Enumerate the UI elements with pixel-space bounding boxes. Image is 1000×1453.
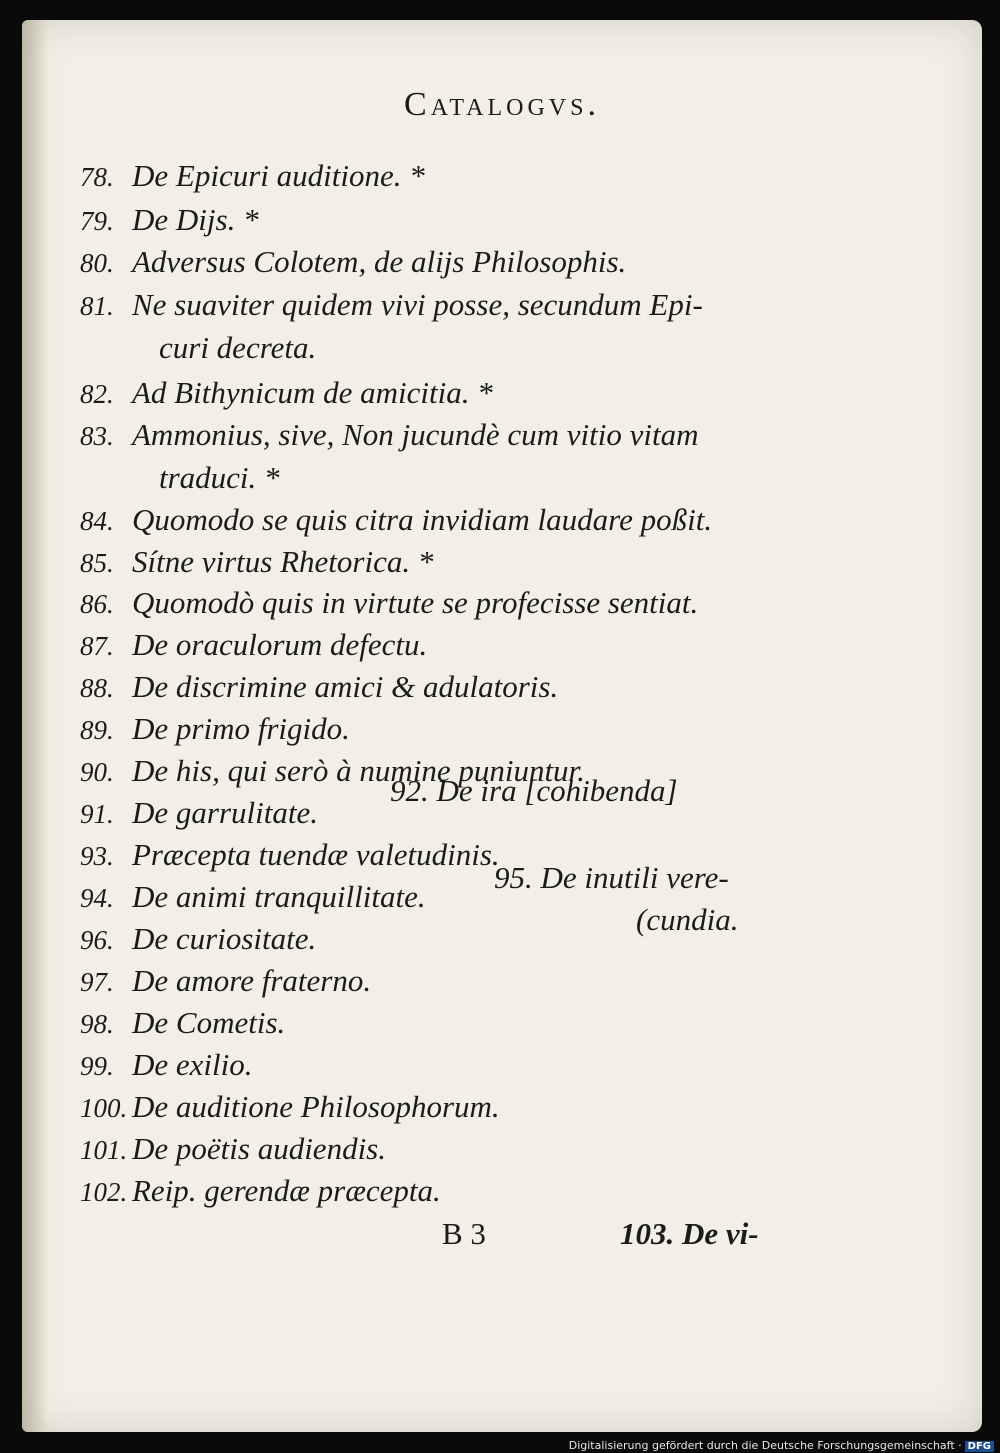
entry-title: Quomodò quis in virtute se profecisse sentiat. (132, 585, 699, 620)
entry-number: 84. (80, 506, 114, 536)
entry-number: 96. (80, 925, 114, 955)
catalog-entry (80, 709, 350, 750)
entry-number: 88. (80, 673, 114, 703)
catalog-entry (80, 1087, 500, 1128)
entry-number: 87. (80, 631, 114, 661)
entry-title: De poëtis audiendis. (132, 1131, 386, 1166)
entry-number: 99. (80, 1051, 114, 1081)
entry-number: 97. (80, 967, 114, 997)
entry-number: 91. (80, 799, 114, 829)
catalog-entry (80, 415, 699, 456)
catalog-entry (80, 877, 426, 918)
entry-number: 79. (80, 206, 114, 236)
catalog-entry (80, 200, 259, 241)
entry-title: Adversus Colotem, de alijs Philosophis. (132, 244, 627, 279)
entry-number: 82. (80, 379, 114, 409)
entry-title: Ad Bithynicum de amicitia. * (132, 375, 493, 410)
catalog-entry (80, 500, 712, 541)
entry-95: 95. De inutili vere- (494, 860, 729, 895)
entry-title: De discrimine amici & adulatoris. (132, 669, 559, 704)
catalog-entry (80, 583, 698, 624)
entry-title: Ne suaviter quidem vivi posse, secundum Epi- (132, 287, 703, 322)
catalog-entry (80, 1003, 285, 1044)
entry-title: De Cometis. (132, 1005, 286, 1040)
entry-number: 94. (80, 883, 114, 913)
entry-95-continuation: (cundia. (636, 902, 739, 937)
catalog-entry (80, 373, 493, 414)
catalog-entry (80, 156, 425, 197)
digitization-credit (569, 1439, 994, 1452)
entry-number: 100. (80, 1093, 128, 1123)
entry-number: 102. (80, 1177, 128, 1207)
catalog-entry (80, 919, 316, 960)
catalog-entry (80, 1129, 386, 1170)
entry-title: Quomodo se quis citra invidiam laudare poßit. (132, 502, 713, 537)
catalog-entry (80, 1171, 441, 1212)
entry-continuation: curi decreta. (159, 330, 317, 365)
page-gutter-shadow (22, 20, 48, 1432)
catalog-entry (80, 667, 558, 708)
dfg-logo: DFG (965, 1441, 994, 1452)
entry-92: 92. De ira [cohibenda] (390, 773, 678, 808)
entry-continuation: traduci. * (159, 460, 280, 495)
page-header: Catalogvs. (404, 86, 600, 123)
entry-number: 93. (80, 841, 114, 871)
entry-title: De his, qui serò à numine puniuntur. (132, 753, 585, 788)
entry-title: Sítne virtus Rhetorica. * (132, 544, 434, 579)
entry-title: De auditione Philosophorum. (132, 1089, 500, 1124)
credit-text: Digitalisierung gefördert durch die Deutsche Forschungsgemeinschaft · (568, 1439, 962, 1452)
entry-title: De curiositate. (132, 921, 317, 956)
catalog-entry (80, 793, 318, 834)
entry-title: De Dijs. * (132, 202, 259, 237)
entry-title: De animi tranquillitate. (132, 879, 426, 914)
entry-title: Reip. gerendæ præcepta. (132, 1173, 441, 1208)
signature-mark: B 3 (442, 1216, 486, 1251)
entry-number: 78. (80, 162, 114, 192)
entry-title: Ammonius, sive, Non jucundè cum vitio vitam (132, 417, 699, 452)
catalog-entry (80, 542, 433, 583)
entry-title: De primo frigido. (132, 711, 350, 746)
entry-title: De garrulitate. (132, 795, 318, 830)
entry-number: 89. (80, 715, 114, 745)
catalog-entry (80, 1045, 253, 1086)
entry-title: De exilio. (132, 1047, 253, 1082)
entry-title: De oraculorum defectu. (132, 627, 428, 662)
catchword: 103. De vi- (620, 1216, 759, 1251)
catalog-entry (80, 285, 703, 326)
catalog-entry (80, 835, 500, 876)
catalog-entry (80, 625, 427, 666)
entry-title: Præcepta tuendæ valetudinis. (132, 837, 500, 872)
entry-number: 83. (80, 421, 114, 451)
entry-number: 101. (80, 1135, 128, 1165)
entry-number: 90. (80, 757, 114, 787)
entry-number: 85. (80, 548, 114, 578)
entry-number: 80. (80, 248, 114, 278)
catalog-entry (80, 961, 371, 1002)
book-page (22, 20, 982, 1432)
entry-title: De amore fraterno. (132, 963, 372, 998)
entry-number: 81. (80, 291, 114, 321)
entry-title: De Epicuri auditione. * (132, 158, 425, 193)
entry-number: 86. (80, 589, 114, 619)
entry-number: 98. (80, 1009, 114, 1039)
catalog-entry (80, 242, 626, 283)
